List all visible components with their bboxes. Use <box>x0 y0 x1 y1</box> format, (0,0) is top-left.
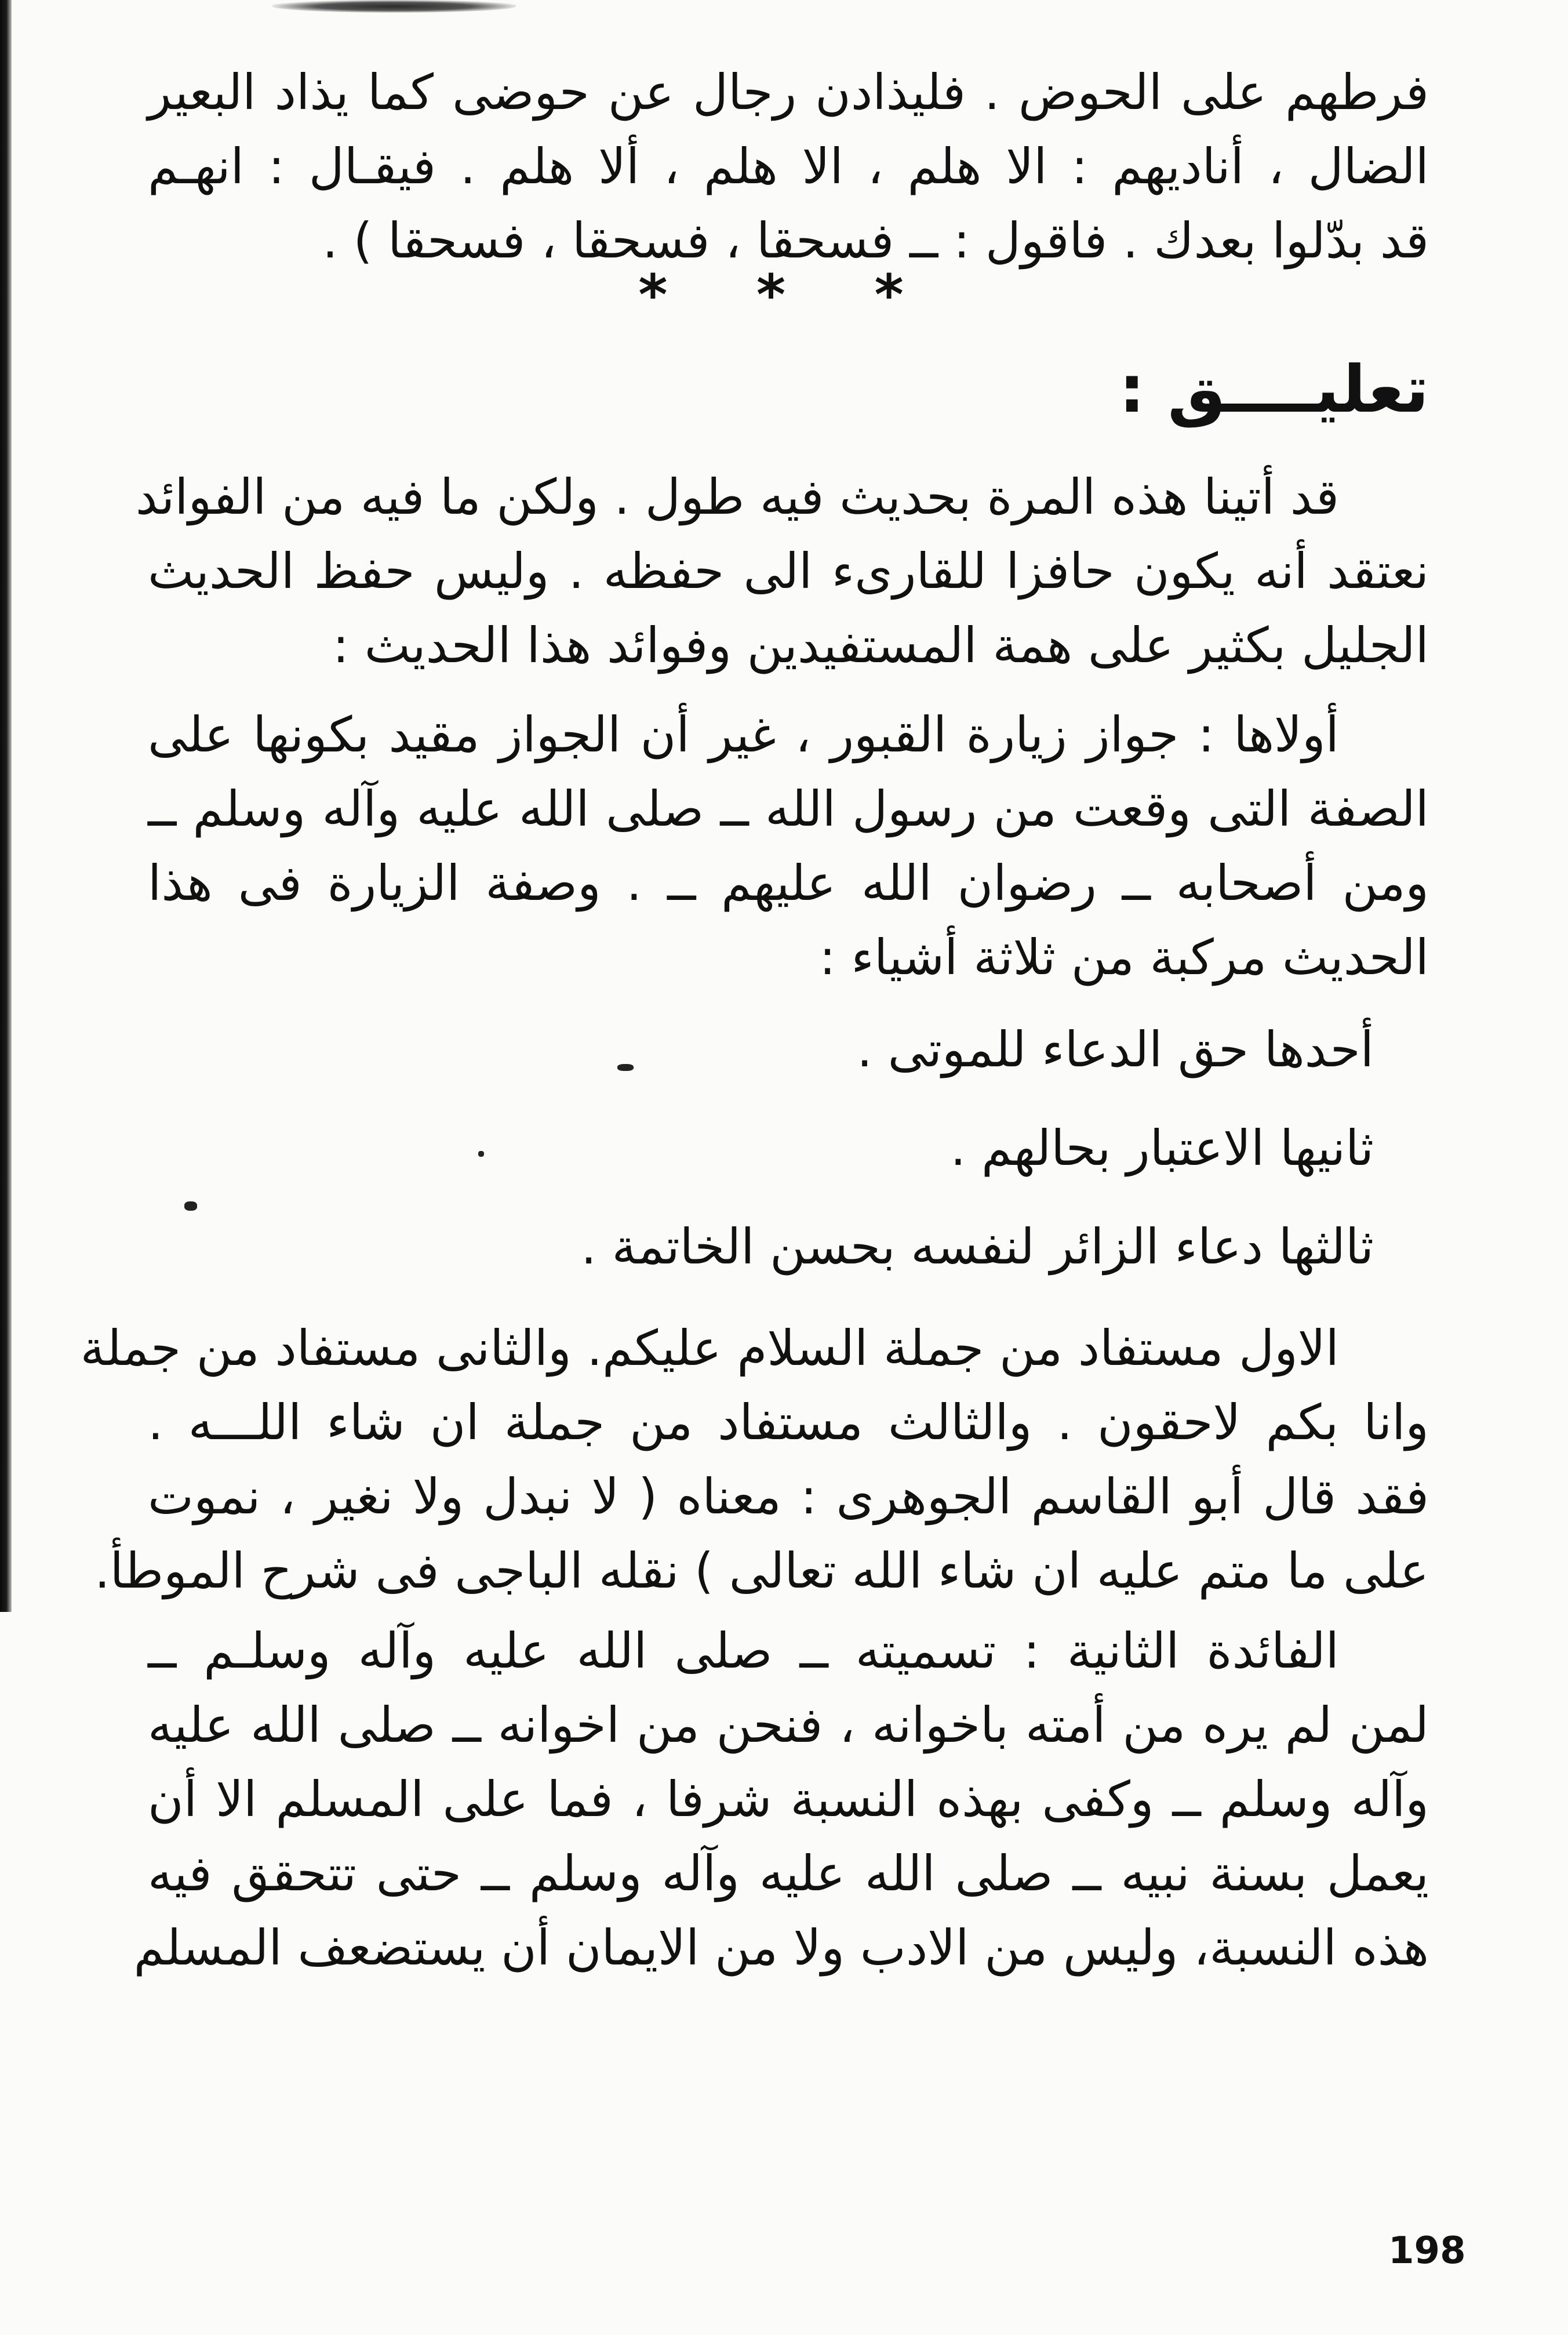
visit-components-list <box>148 1000 1429 1296</box>
text-line: الضال ، أناديهم : الا هلم ، الا هلم ، ألا هلم . فيقـال : انهـم <box>148 138 1429 195</box>
text-line: الجليل بكثير على همة المستفيدين وفوائد هذا الحديث : <box>332 617 1429 674</box>
text-line: ومن أصحابه ــ رضوان الله عليهم ــ . وصفة الزيارة فى هذا <box>148 855 1429 912</box>
text-line: هذه النسبة، وليس من الادب ولا من الايمان أن يستضعف المسلم <box>133 1919 1429 1976</box>
text-line: وانا بكم لاحقون . والثالث مستفاد من جملة ان شاء اللـــه . <box>148 1394 1429 1451</box>
paragraph-first-benefit <box>148 698 1429 994</box>
text-line: يعمل بسنة نبيه ــ صلى الله عليه وآله وسلم ــ حتى تتحقق فيه <box>148 1845 1429 1902</box>
text-line: أولاها : جواز زيارة القبور ، غير أن الجواز مقيد بكونها على <box>148 706 1339 763</box>
paragraph-second-benefit <box>133 1614 1429 1985</box>
scan-smudge <box>272 0 516 13</box>
page-number: 198 <box>1388 2229 1466 2272</box>
text-line: فقد قال أبو القاسم الجوهرى : معناه ( لا نبدل ولا نغير ، نموت <box>148 1468 1429 1525</box>
text-line: الصفة التى وقعت من رسول الله ــ صلى الله عليه وآله وسلم ــ <box>148 780 1429 837</box>
text-line: الفائدة الثانية : تسميته ــ صلى الله عليه وآله وسلـم ــ <box>148 1622 1339 1679</box>
text-line: على ما متم عليه ان شاء الله تعالى ) نقله الباجى فى شرح الموطأ. <box>94 1542 1429 1599</box>
section-heading: تعليــــق : <box>1119 352 1429 427</box>
list-item: ثانيها الاعتبار بحالهم . <box>950 1120 1374 1176</box>
list-item: أحدها حق الدعاء للموتى . <box>857 1021 1374 1078</box>
text-line: الاول مستفاد من جملة السلام عليكم. والثانى مستفاد من جملة <box>80 1320 1339 1377</box>
list-item: ثالثها دعاء الزائر لنفسه بحسن الخاتمة . <box>581 1218 1374 1275</box>
scan-binding-shadow <box>0 0 12 1612</box>
text-line: الحديث مركبة من ثلاثة أشياء : <box>819 929 1429 986</box>
text-line: لمن لم يره من أمته باخوانه ، فنحن من اخوانه ــ صلى الله عليه <box>148 1697 1429 1753</box>
text-line: قد أتينا هذه المرة بحديث فيه طول . ولكن ما فيه من الفوائد <box>135 469 1339 525</box>
text-line: وآله وسلم ــ وكفى بهذه النسبة شرفا ، فما على المسلم الا أن <box>148 1771 1429 1828</box>
text-line: فرطهم على الحوض . فليذادن رجال عن حوضى كما يذاد البعير <box>148 64 1429 121</box>
paragraph-intro <box>135 460 1429 682</box>
section-separator: * * * <box>638 263 938 328</box>
page-body <box>80 55 1429 1985</box>
paragraph-explanation <box>80 1311 1429 1608</box>
text-line: نعتقد أنه يكون حافزا للقارىء الى حفظه . وليس حفظ الحديث <box>148 543 1429 600</box>
continuation-paragraph <box>148 55 1429 278</box>
text-line: قد بدّلوا بعدك . فاقول : ــ فسحقا ، فسحقا ، فسحقا ) . <box>322 212 1429 269</box>
